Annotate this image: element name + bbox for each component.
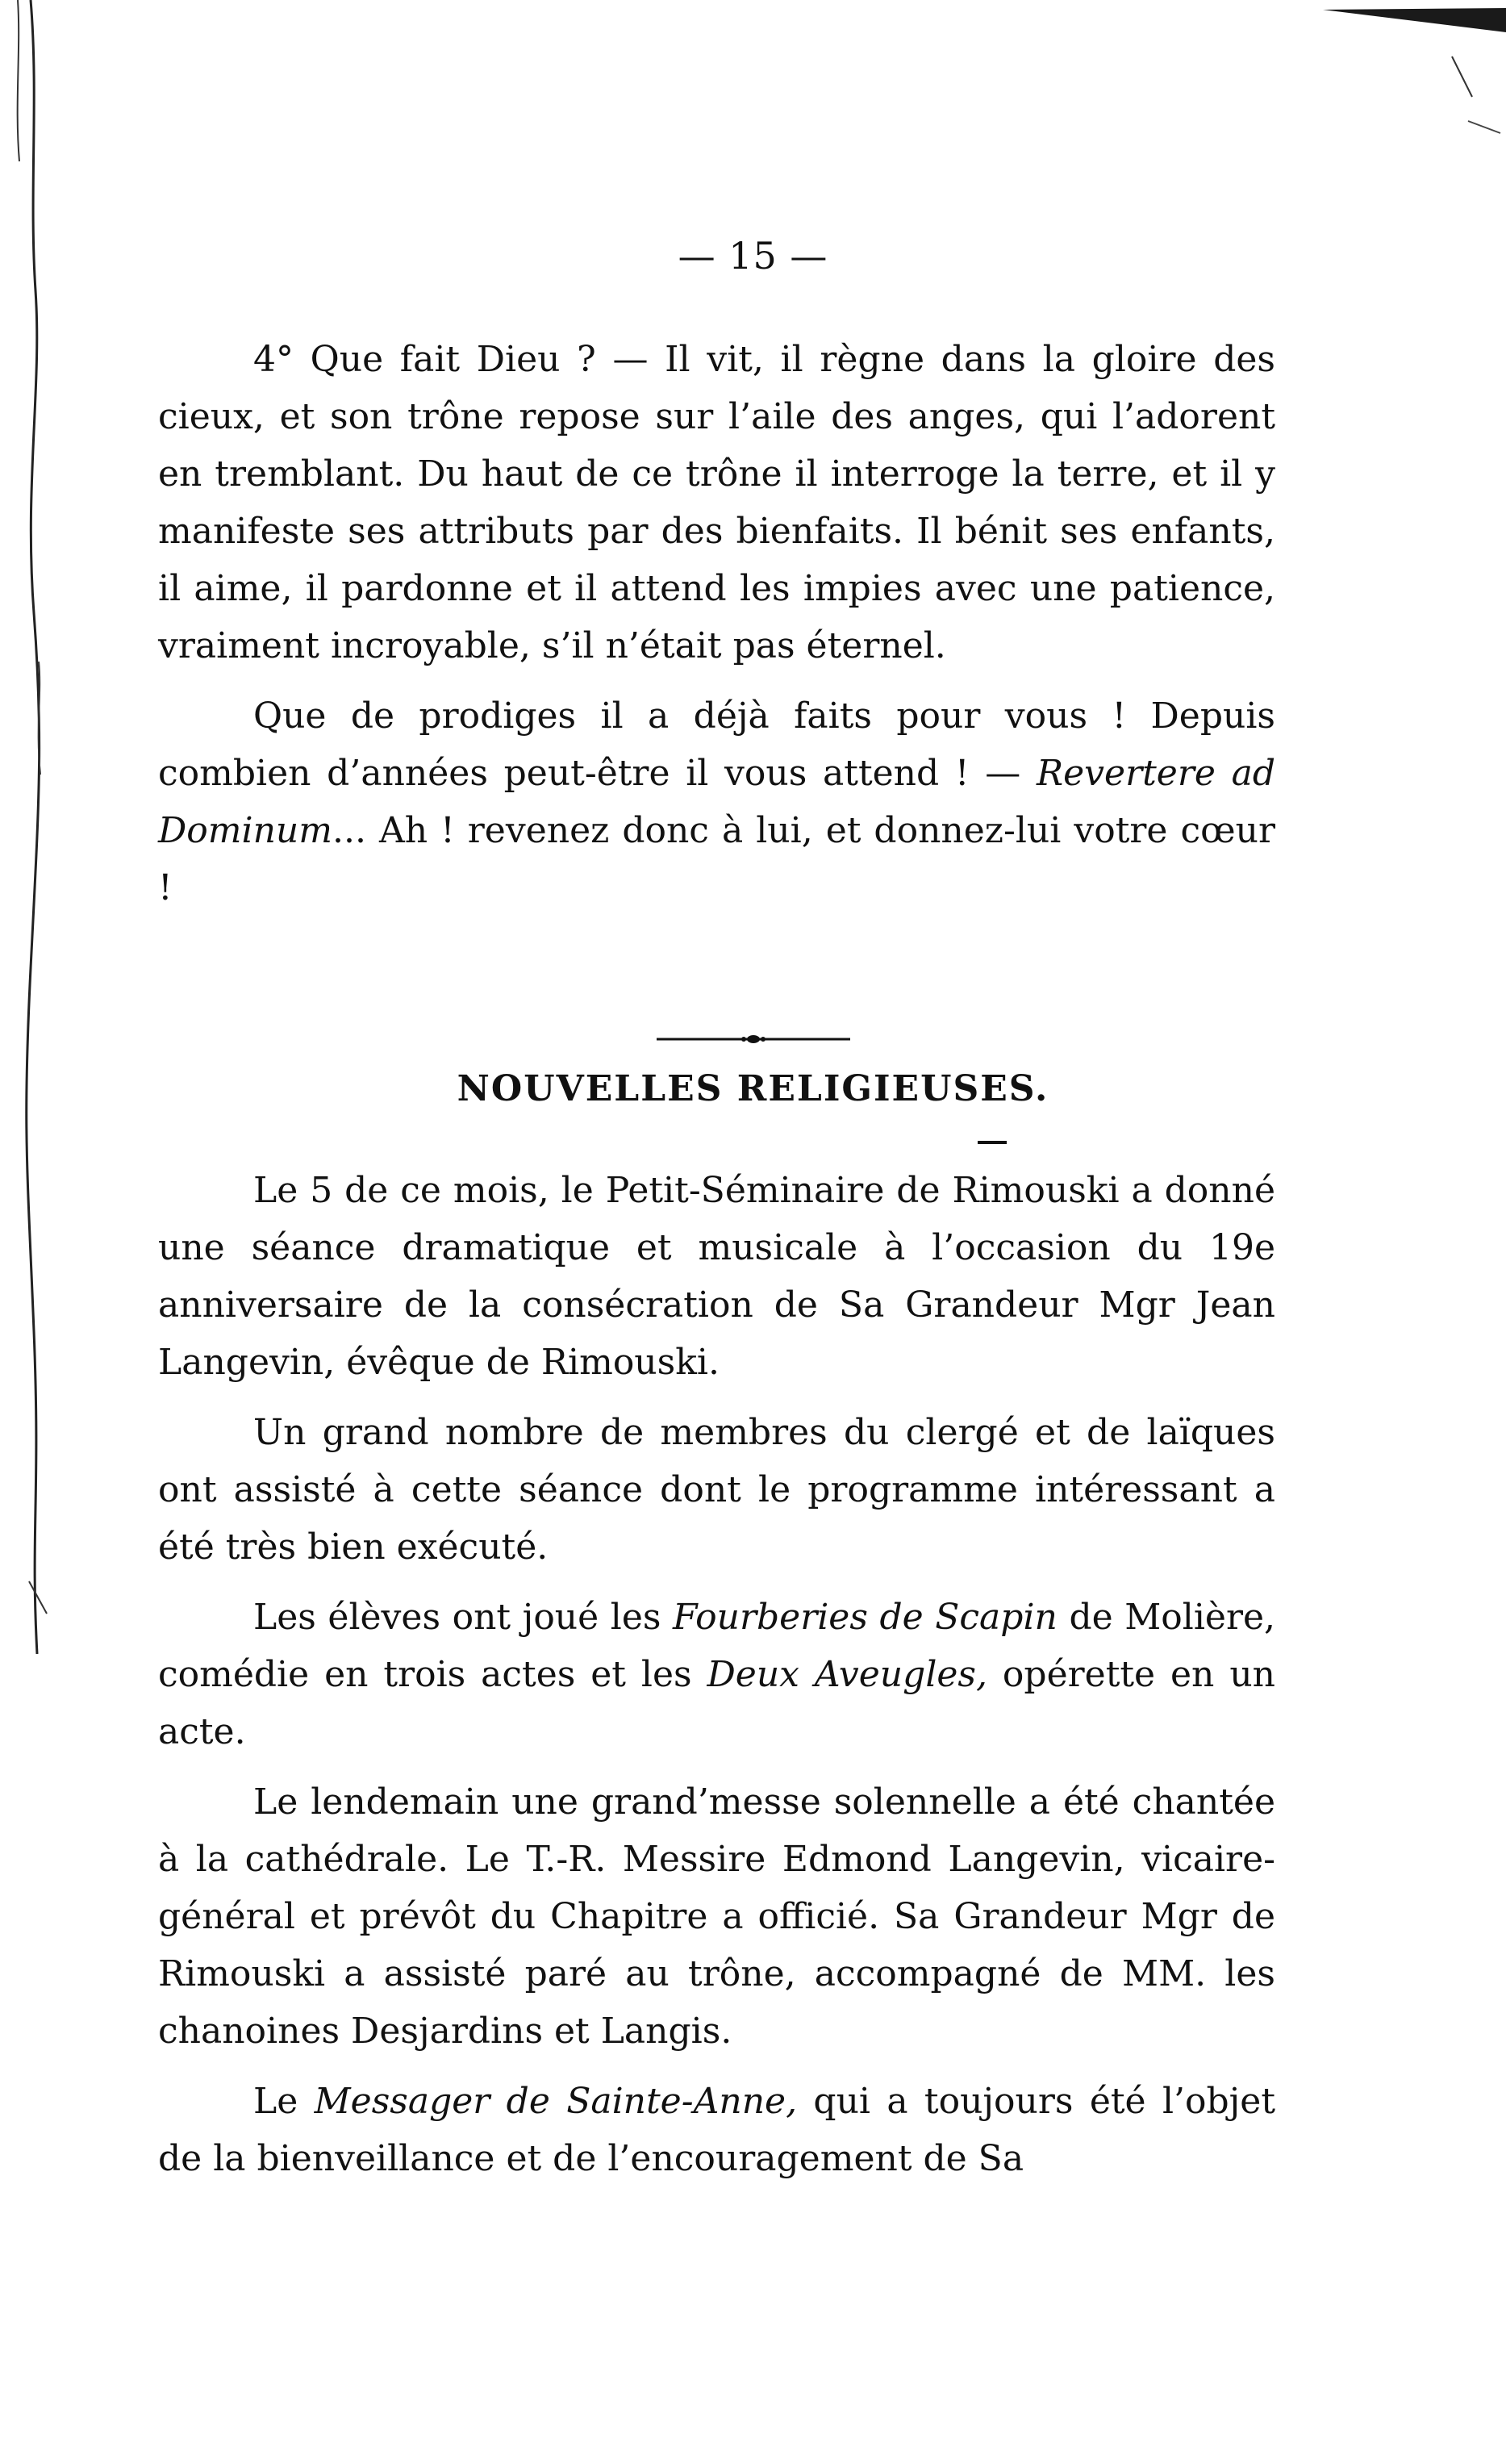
paragraph: Le lendemain une grand’messe solennelle a été chantée à la cathédrale. Le T.-R. Messire Edmond Langevin, vicaire-général et prévôt du Chapitre a officié. Sa Grandeur Mgr de Rimouski a assisté paré au trône, accompagné de MM. les chanoines Desjardins et Langis.	[158, 1781, 1275, 2052]
paragraph-text: opérette en un acte.	[158, 1654, 1275, 1752]
section-heading: NOUVELLES RELIGIEUSES.	[457, 1068, 1049, 1109]
italic-phrase: Revertere ad Dominum	[158, 753, 1275, 851]
heading-rule	[978, 1141, 1007, 1144]
paragraph: Un grand nombre de membres du clergé et de laïques ont assisté à cette séance dont le programme intéressant a été très bien exécuté.	[158, 1412, 1275, 1568]
scan-corner-svg	[1307, 0, 1506, 161]
section-body-2	[158, 1162, 1275, 2187]
paragraph-text: Que de prodiges il a déjà faits pour vous ! Depuis combien d’années peut-être il vous attend ! —	[158, 695, 1275, 794]
paragraph-text: Le	[253, 2081, 315, 2122]
italic-title: Fourberies de Scapin	[673, 1597, 1058, 1638]
paragraph	[158, 2073, 1275, 2187]
paragraph: Le 5 de ce mois, le Petit-Séminaire de Rimouski a donné une séance dramatique et musicale à l’occasion du 19e anniversaire de la consécration de Sa Grandeur Mgr Jean Langevin, évêque de Rimouski.	[158, 1170, 1275, 1383]
divider-svg	[657, 1031, 850, 1047]
paragraph	[158, 1589, 1275, 1760]
scan-corner-artifact	[1307, 0, 1506, 161]
paragraph: 4° Que fait Dieu ? — Il vit, il règne dans la gloire des cieux, et son trône repose sur l’aile des anges, qui l’adorent en tremblant. Du haut de ce trône il interroge la terre, et il y manifeste ses attributs par des bienfaits. Il bénit ses enfants, il aime, il pardonne et il attend les impies avec une patience, vraiment incroyable, s’il n’était pas éternel.	[158, 339, 1275, 666]
paragraph-text: ... Ah ! revenez donc à lui, et donnez-lui votre cœur !	[158, 810, 1275, 908]
paragraph-text: qui a toujours été l’objet de la bienveillance et de l’encouragement de Sa	[158, 2081, 1276, 2179]
paragraph-text: Les élèves ont joué les	[253, 1597, 674, 1638]
italic-title: Deux Aveugles,	[707, 1654, 987, 1695]
paragraph-text: de Molière, comédie en trois actes et les	[158, 1597, 1276, 1695]
section-body-1	[158, 331, 1275, 917]
section-divider-ornament	[0, 1031, 1506, 1047]
paragraph	[158, 687, 1275, 917]
page-number: — 15 —	[678, 234, 828, 278]
italic-title: Messager de Sainte-Anne,	[314, 2081, 798, 2122]
